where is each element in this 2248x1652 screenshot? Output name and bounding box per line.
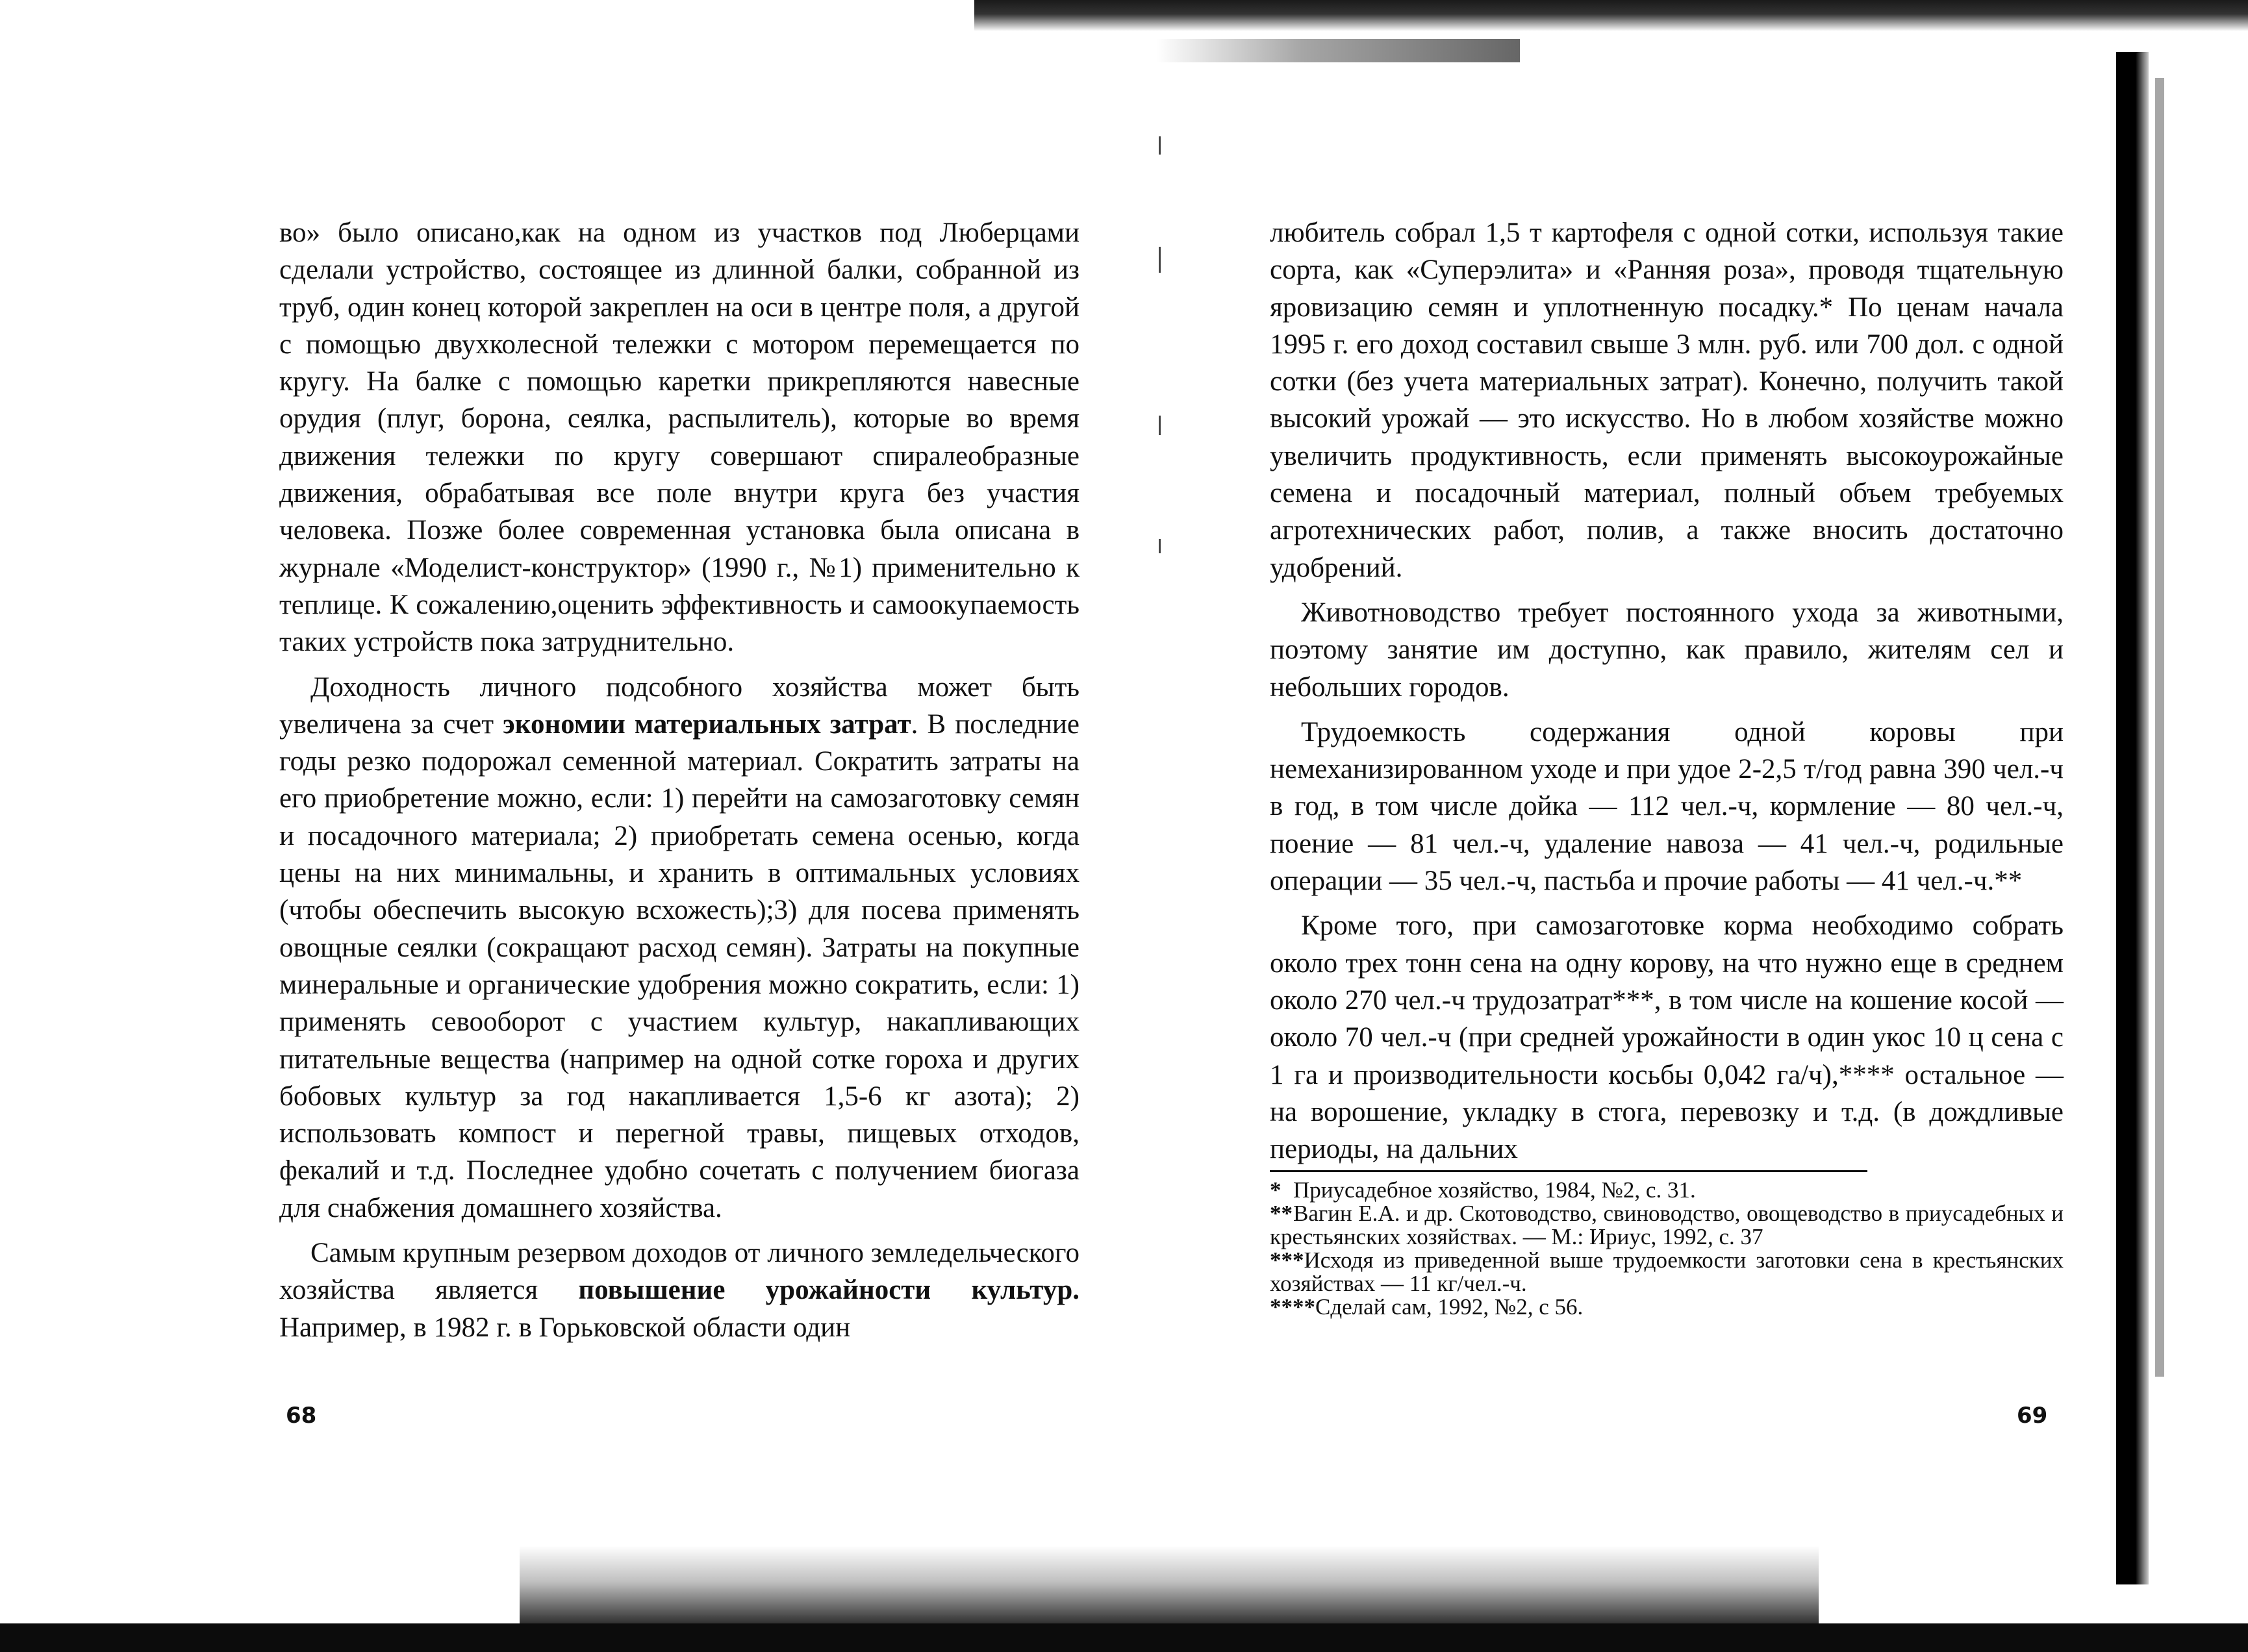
footnote-text: Вагин Е.А. и др. Скотоводство, свиноводство, овощеводство в приусадебных и крестьянских хозяйствах. — М.: Ириус, 1992, с. 37 <box>1270 1201 2064 1250</box>
scan-shadow-bottom-fade <box>520 1546 1819 1627</box>
gutter-mark <box>1159 247 1161 273</box>
footnote-mark: *** <box>1270 1247 1304 1273</box>
text-run: . В последние годы резко подорожал семенной материал. Сократить затраты на его приобретение можно, если: 1) перейти на самозаготовку семян и посадочного материала; 2) приобретать семена осенью, когда цены на них минимальны, и хранить в оптимальных условиях (чтобы обеспечить высокую всхожесть);3) для посева применять овощные сеялки (сокращают расход семян). Затраты на покупные минеральные и органические удобрения можно сократить, если: 1) применять севооборот с участием культур, накапливающих питательные вещества (например на одной сотке гороха и других бобовых культур за год накапливается 1,5-6 кг азота); 2) использовать компост и перегной травы, пищевых отходов, фекалий и т.д. Последнее удобно сочетать с получением биогаза для снабжения домашнего хозяйства. <box>279 708 1080 1223</box>
right-page <box>1270 214 2064 1319</box>
scan-shadow-bottom <box>0 1623 2248 1652</box>
footnotes <box>1270 1179 2064 1319</box>
footnote-mark: **** <box>1270 1294 1315 1320</box>
footnote-1 <box>1270 1179 2064 1202</box>
right-paragraph-3: Трудоемкость содержания одной коровы при немеханизированном уходе и при удое 2-2,5 т/год равна 390 чел.-ч в год, в том числе дойка — 112 чел.-ч, кормление — 80 чел.-ч, поение — 81 чел.-ч, удаление навоза — 41 чел.-ч, родильные операции — 35 чел.-ч, пастьба и прочие работы — 41 чел.-ч.** <box>1270 716 2064 897</box>
gutter-mark <box>1159 136 1161 155</box>
footnote-4 <box>1270 1295 2064 1319</box>
left-paragraph-2 <box>279 669 1080 1227</box>
footnote-mark: * <box>1270 1177 1282 1203</box>
text-run: Самым крупным резервом доходов от личного земледельческого хозяйства является <box>279 1238 1080 1306</box>
left-page <box>279 214 1080 1346</box>
bold-phrase: повышение урожайности культур. <box>578 1275 1080 1306</box>
scan-shadow-right-edge <box>2116 52 2149 1584</box>
footnote-text: Исходя из приведенной выше трудоемкости заготовки сена в крестьянских хозяйствах — 11 кг/чел.-ч. <box>1270 1247 2064 1297</box>
scan-shadow-top-gutter <box>1156 39 1520 62</box>
footnote-text: Сделай сам, 1992, №2, с 56. <box>1315 1294 1584 1320</box>
scan-shadow-right-strip <box>2155 78 2164 1377</box>
bold-phrase: экономии материальных затрат <box>503 708 911 740</box>
text-run: Например, в 1982 г. в Горьковской области один <box>279 1312 851 1343</box>
left-paragraph-1: во» было описано,как на одном из участков под Люберцами сделали устройство, состоящее из длинной балки, собранной из труб, один конец которой закреплен на оси в центре поля, а другой с помощью двухколесной тележки с мотором перемещается по кругу. На балке с помощью каретки прикрепляются навесные орудия (плуг, борона, сеялка, распылитель), которые во время движения тележки по кругу совершают спиралеобразные движения, обрабатывая все поле внутри круга без участия человека. Позже более современная установка была описана в журнале «Моделист-конструктор» (1990 г., №1) применительно к теплице. К сожалению,оценить эффективность и самоокупаемость таких устройств пока затруднительно. <box>279 218 1080 658</box>
page-number-right: 69 <box>2017 1403 2048 1429</box>
text-run: Доходность личного подсобного хозяйства может быть увеличена за счет <box>279 671 1080 740</box>
footnote-text: Приусадебное хозяйство, 1984, №2, с. 31. <box>1293 1177 1696 1203</box>
gutter-mark <box>1159 539 1161 553</box>
footnote-mark: ** <box>1270 1201 1293 1227</box>
footnote-2 <box>1270 1202 2064 1249</box>
left-paragraph-3 <box>279 1234 1080 1346</box>
right-paragraph-2: Животноводство требует постоянного ухода за животными, поэтому занятие им доступно, как правило, жителям сел и небольших городов. <box>1270 597 2064 703</box>
footnote-rule <box>1270 1170 1867 1172</box>
right-paragraph-4: Кроме того, при самозаготовке корма необходимо собрать около трех тонн сена на одну корову, на что нужно еще в среднем около 270 чел.-ч трудозатрат***, в том числе на кошение косой — около 70 чел.-ч (при средней урожайности в один укос 10 ц сена с 1 га и производительности косьбы 0,042 га/ч),**** остальное — на ворошение, укладку в стога, перевозку и т.д. (в дождливые периоды, на дальних <box>1270 910 2064 1165</box>
scan-shadow-top <box>974 0 2248 31</box>
right-paragraph-1: любитель собрал 1,5 т картофеля с одной сотки, используя такие сорта, как «Суперэлита» и «Ранняя роза», проводя тщательную яровизацию семян и уплотненную посадку.* По ценам начала 1995 г. его доход составил свыше 3 млн. руб. или 700 дол. с одной сотки (без учета материальных затрат). Конечно, получить такой высокий урожай — это искусство. Но в любом хозяйстве можно увеличить продуктивность, если применять высокоурожайные семена и посадочный материал, полный объем требуемых агротехнических работ, полив, а также вносить достаточно удобрений. <box>1270 218 2064 583</box>
page-number-left: 68 <box>286 1403 317 1429</box>
footnote-3 <box>1270 1249 2064 1295</box>
gutter-mark <box>1159 416 1161 435</box>
